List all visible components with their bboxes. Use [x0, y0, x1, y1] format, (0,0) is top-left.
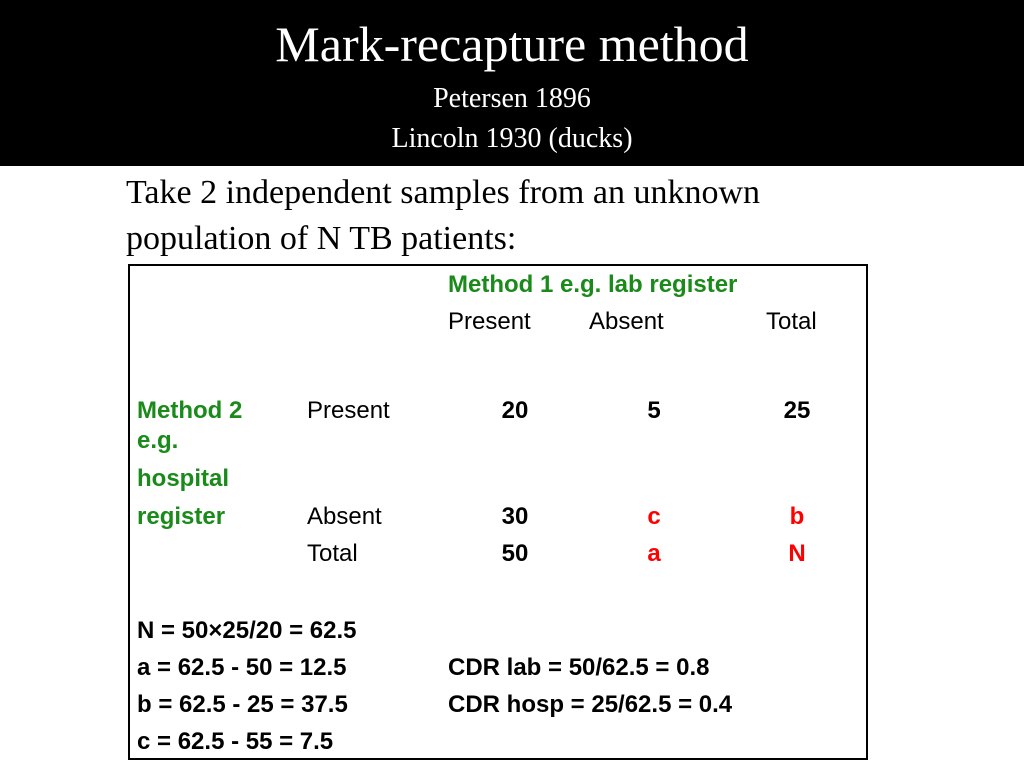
cell-total-present: 50 [501, 540, 529, 567]
method1-label: Method 1 e.g. lab register [448, 271, 738, 298]
calc-a: a = 62.5 - 50 = 12.5 [137, 654, 347, 681]
col-header-absent: Absent [589, 308, 664, 335]
method2-label-line1: Method 2 [137, 397, 243, 424]
calc-b: b = 62.5 - 25 = 37.5 [137, 691, 348, 718]
slide-title: Mark-recapture method [275, 16, 749, 72]
intro-text: Take 2 independent samples from an unknown population of N TB patients: [126, 174, 761, 257]
contingency-table-box [128, 264, 868, 760]
calc-cdr-hosp: CDR hosp = 25/62.5 = 0.4 [448, 691, 733, 718]
col-header-present: Present [448, 308, 531, 335]
slide-subtitle-lincoln: Lincoln 1930 (ducks) [391, 123, 633, 154]
calc-cdr-lab: CDR lab = 50/62.5 = 0.8 [448, 654, 710, 681]
row-header-present: Present [307, 397, 390, 424]
cell-absent-total: b [789, 503, 805, 530]
method2-label-line4: register [137, 503, 226, 530]
row-header-total: Total [307, 540, 358, 567]
calc-n: N = 50×25/20 = 62.5 [137, 617, 357, 644]
method2-label-line3: hospital [137, 465, 230, 492]
cell-present-total: 25 [783, 397, 811, 424]
row-header-absent: Absent [307, 503, 382, 530]
col-header-total: Total [766, 308, 817, 335]
cell-total-absent: a [647, 540, 661, 567]
cell-present-absent: 5 [647, 397, 661, 424]
method2-label-line2: e.g. [137, 427, 179, 454]
slide-subtitle-petersen: Petersen 1896 [433, 83, 591, 114]
cell-present-present: 20 [501, 397, 529, 424]
calc-c: c = 62.5 - 55 = 7.5 [137, 728, 334, 755]
slide-header [0, 0, 1024, 166]
cell-total-total: N [788, 540, 806, 567]
cell-absent-present: 30 [501, 503, 529, 530]
cell-absent-absent: c [647, 503, 661, 530]
